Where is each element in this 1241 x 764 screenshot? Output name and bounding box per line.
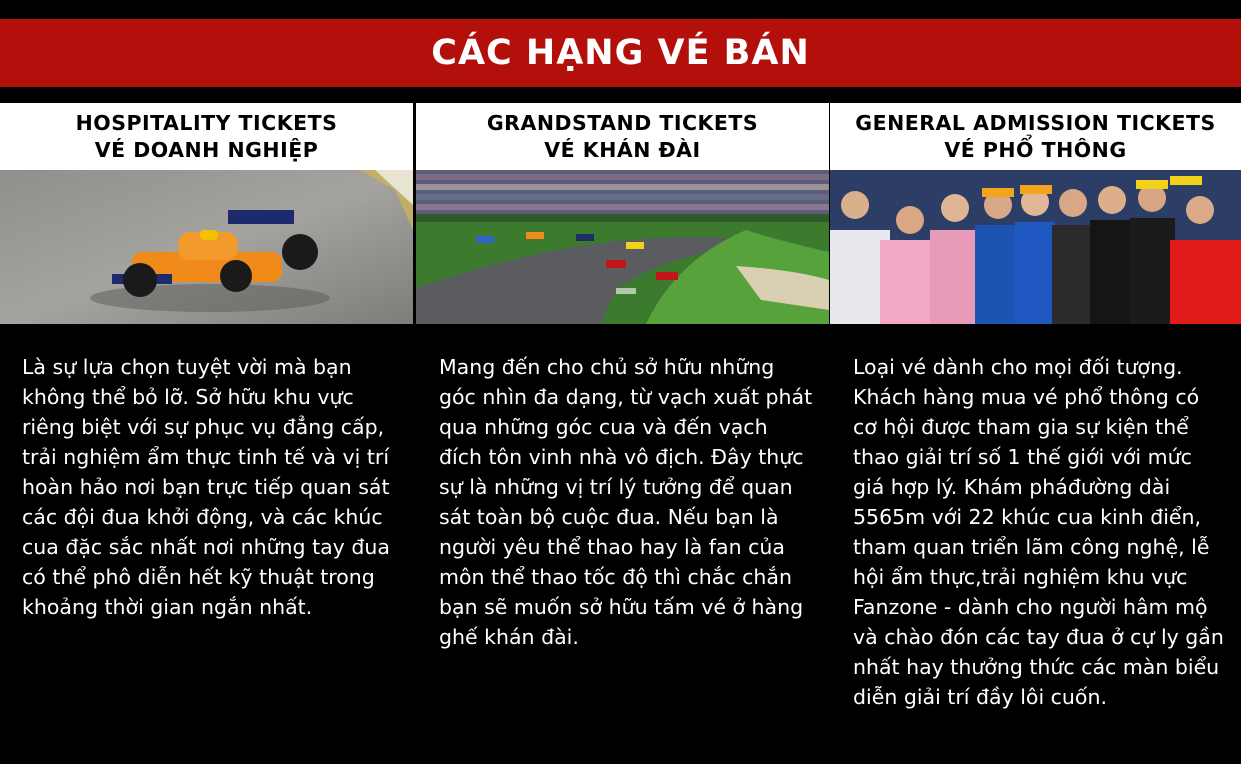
ticket-column-hospitality [0, 103, 413, 764]
ticket-column-grandstand [416, 103, 829, 764]
heading-vietnamese: VÉ KHÁN ĐÀI [544, 137, 701, 162]
page-title: CÁC HẠNG VÉ BÁN [431, 33, 810, 73]
race-car-photo [0, 170, 413, 324]
column-description: Mang đến cho chủ sở hữu những góc nhìn đa dạng, từ vạch xuất phát qua những góc cua và đến vạch đích tôn vinh nhà vô địch. Đây thực sự là những vị trí lý tưởng để quan sát toàn bộ cuộc đua. Nếu bạn là người yêu thể thao hay là fan của môn thể thao tốc độ thì chắc chắn bạn sẽ muốn sở hữu tấm vé ở hàng ghế khán đài. [416, 324, 829, 764]
title-banner [0, 19, 1241, 87]
drivers-group-photo [830, 170, 1241, 324]
heading-vietnamese: VÉ PHỔ THÔNG [944, 137, 1127, 162]
column-description: Loại vé dành cho mọi đối tượng. Khách hàng mua vé phổ thông có cơ hội được tham gia sự kiện thể thao giải trí số 1 thế giới với mức giá hợp lý. Khám pháđường dài 5565m với 22 khúc cua kinh điển, tham quan triển lãm công nghệ, lễ hội ẩm thực,trải nghiệm khu vực Fanzone - dành cho người hâm mộ và chào đón các tay đua ở cự ly gần nhất hay thưởng thức các màn biểu diễn giải trí đầy lôi cuốn. [830, 324, 1241, 764]
column-heading [416, 103, 829, 170]
grandstand-race-photo [416, 170, 829, 324]
heading-english: GENERAL ADMISSION TICKETS [855, 110, 1216, 135]
ticket-column-general-admission [830, 103, 1241, 764]
heading-vietnamese: VÉ DOANH NGHIỆP [94, 137, 319, 162]
column-description: Là sự lựa chọn tuyệt vời mà bạn không thể bỏ lỡ. Sở hữu khu vực riêng biệt với sự phục vụ đẳng cấp, trải nghiệm ẩm thực tinh tế và vị trí hoàn hảo nơi bạn trực tiếp quan sát các đội đua khởi động, và các khúc cua đặc sắc nhất nơi những tay đua có thể phô diễn hết kỹ thuật trong khoảng thời gian ngắn nhất. [0, 324, 413, 764]
heading-english: GRANDSTAND TICKETS [486, 110, 759, 135]
column-heading [0, 103, 413, 170]
heading-english: HOSPITALITY TICKETS [75, 110, 338, 135]
column-heading [830, 103, 1241, 170]
